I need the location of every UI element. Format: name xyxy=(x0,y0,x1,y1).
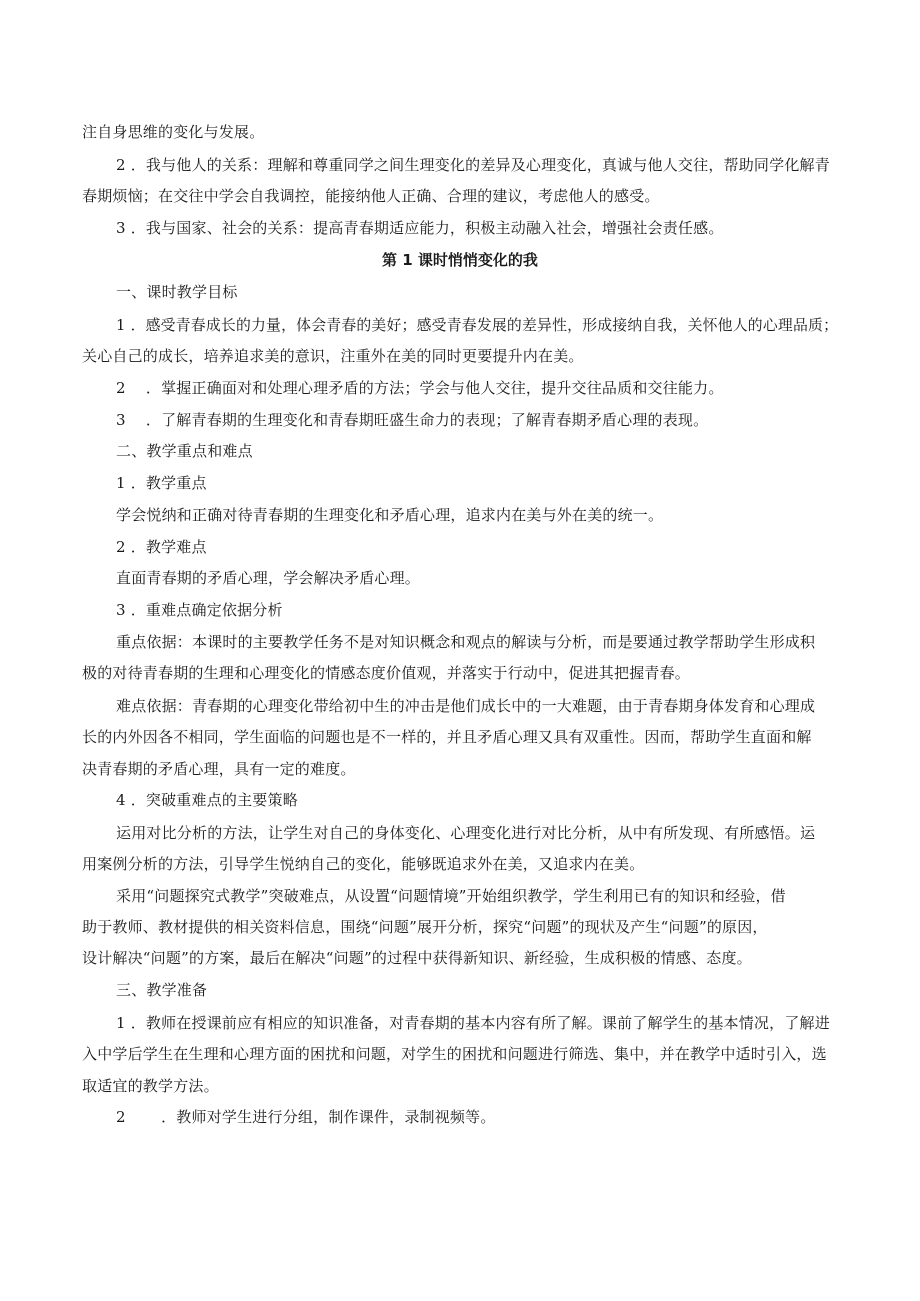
objective-1-line2: 关心自己的成长，培养追求美的意识，注重外在美的同时更要提升内在美。 xyxy=(82,347,584,365)
strategy-2-line3: 设计解决“问题”的方案，最后在解决“问题”的过程中获得新知识、新经验，生成积极的情感、态度。 xyxy=(82,949,752,967)
subheading-key-point: 1 ．教学重点 xyxy=(116,474,207,492)
heading-preparation: 三、教学准备 xyxy=(116,981,208,999)
strategy-2-line2: 助于教师、教材提供的相关资料信息，围绕“问题”展开分析，探究“问题”的现状及产生“问题”的原因， xyxy=(82,918,768,936)
objective-2: 2 ．掌握正确面对和处理心理矛盾的方法；学会与他人交往，提升交往品质和交往能力。 xyxy=(116,379,724,397)
heading-key-points: 二、教学重点和难点 xyxy=(116,442,253,460)
objective-1-line1: 1 ．感受青春成长的力量，体会青春的美好；感受青春发展的差异性，形成接纳自我，关怀他人的心理品质； xyxy=(116,316,839,334)
key-point-text: 学会悦纳和正确对待青春期的生理变化和矛盾心理，追求内在美与外在美的统一。 xyxy=(116,506,664,524)
difficulty-basis-line2: 长的内外因各不相同，学生面临的问题也是不一样的，并且矛盾心理又具有双重性。因而，帮助学生直面和解 xyxy=(82,728,812,746)
paragraph-line: 注自身思维的变化与发展。 xyxy=(82,123,265,141)
subheading-basis: 3 ．重难点确定依据分析 xyxy=(116,601,283,619)
strategy-1-line1: 运用对比分析的方法，让学生对自己的身体变化、心理变化进行对比分析，从中有所发现、有所感悟。运 xyxy=(116,824,816,842)
subheading-strategy: 4 ．突破重难点的主要策略 xyxy=(116,791,298,809)
difficulty-basis-line3: 决青春期的矛盾心理，具有一定的难度。 xyxy=(82,760,356,778)
prep-1-line2: 入中学后学生在生理和心理方面的困扰和问题，对学生的困扰和问题进行筛选、集中，并在教学中适时引入，选 xyxy=(82,1045,827,1063)
list-item-2-line2: 春期烦恼；在交往中学会自我调控，能接纳他人正确、合理的建议，考虑他人的感受。 xyxy=(82,187,660,205)
key-basis-line1: 重点依据：本课时的主要教学任务不是对知识概念和观点的解读与分析，而是要通过教学帮助学生形成积 xyxy=(116,633,816,651)
key-basis-line2: 极的对待青春期的生理和心理变化的情感态度价值观，并落实于行动中，促进其把握青春。 xyxy=(82,664,691,682)
list-item-2-line1: 2 ．我与他人的关系：理解和尊重同学之间生理变化的差异及心理变化，真诚与他人交往，帮助同学化解青 xyxy=(116,156,830,174)
section-title: 第 1 课时悄悄变化的我 xyxy=(382,251,538,269)
strategy-2-line1: 采用“问题探究式教学”突破难点，从设置“问题情境”开始组织教学，学生利用已有的知识和经验，借 xyxy=(116,887,786,905)
difficulty-text: 直面青春期的矛盾心理，学会解决矛盾心理。 xyxy=(116,569,421,587)
subheading-difficulty: 2 ．教学难点 xyxy=(116,538,207,556)
prep-1-line3: 取适宜的教学方法。 xyxy=(82,1077,219,1095)
objective-3: 3 ．了解青春期的生理变化和青春期旺盛生命力的表现；了解青春期矛盾心理的表现。 xyxy=(116,411,709,429)
list-item-3: 3 ．我与国家、社会的关系：提高青春期适应能力，积极主动融入社会，增强社会责任感。 xyxy=(116,219,724,237)
prep-2: 2 ．教师对学生进行分组，制作课件，录制视频等。 xyxy=(116,1108,496,1126)
difficulty-basis-line1: 难点依据：青春期的心理变化带给初中生的冲击是他们成长中的一大难题，由于青春期身体发育和心理成 xyxy=(116,697,816,715)
heading-objectives: 一、课时教学目标 xyxy=(116,283,238,301)
strategy-1-line2: 用案例分析的方法，引导学生悦纳自己的变化，能够既追求外在美，又追求内在美。 xyxy=(82,855,645,873)
prep-1-line1: 1 ．教师在授课前应有相应的知识准备，对青春期的基本内容有所了解。课前了解学生的基本情况，了解进 xyxy=(116,1014,830,1032)
